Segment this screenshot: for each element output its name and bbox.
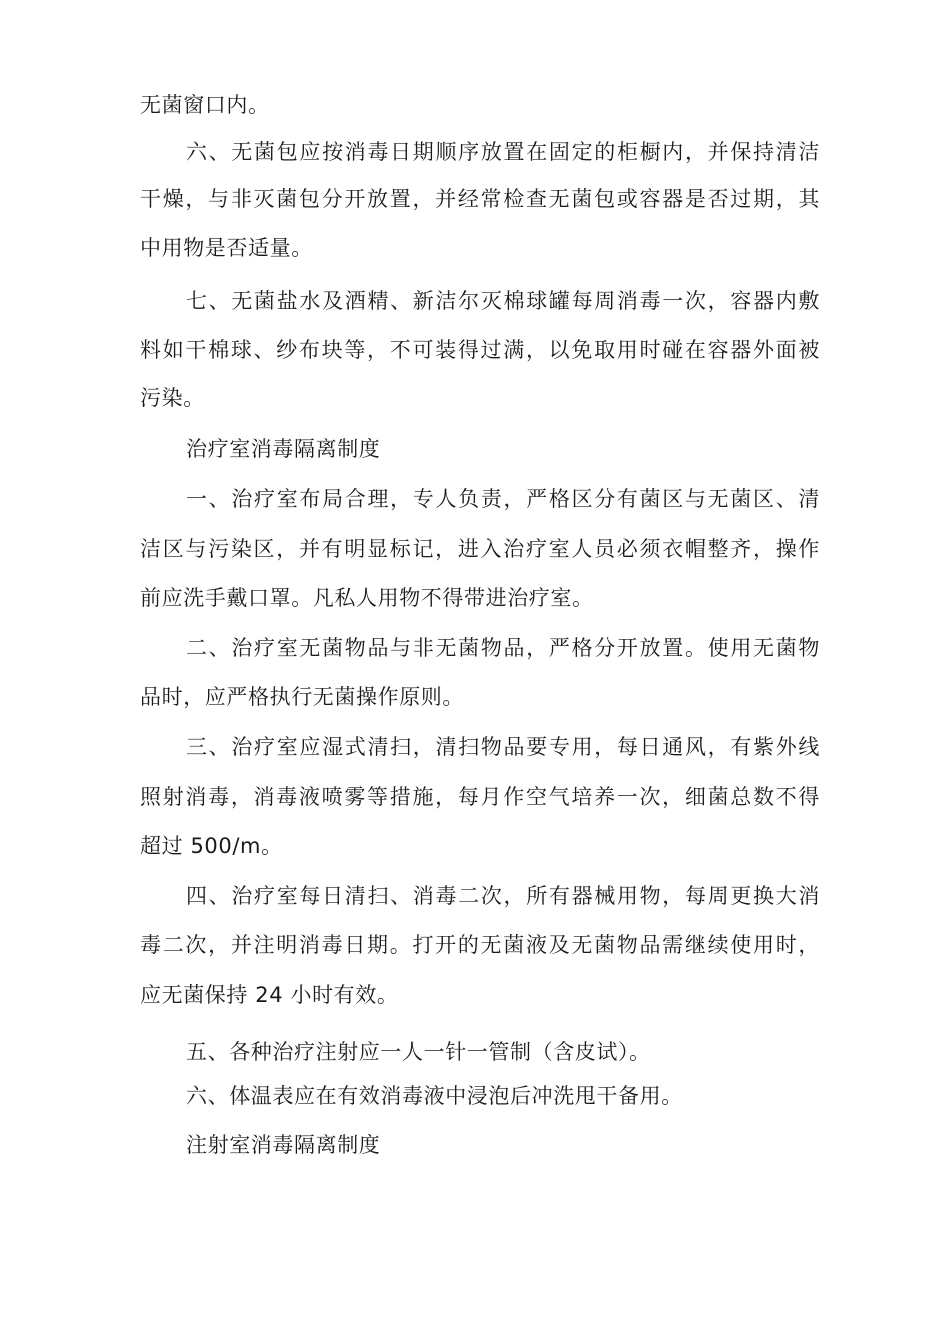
text-line: 四、治疗室每日清扫、消毒二次，所有器械用物，每周更换大消 <box>186 884 820 908</box>
text-line: 二、治疗室无菌物品与非无菌物品，严格分开放置。使用无菌物 <box>186 636 820 660</box>
text-line: 应无菌保持 24 小时有效。 <box>140 983 399 1007</box>
text-line: 干燥，与非灭菌包分开放置，并经常检查无菌包或容器是否过期，其 <box>140 187 820 211</box>
text-line: 五、各种治疗注射应一人一针一管制（含皮试）。 <box>186 1040 651 1064</box>
text-line: 六、体温表应在有效消毒液中浸泡后冲洗甩干备用。 <box>186 1084 683 1108</box>
text-line: 一、治疗室布局合理，专人负责，严格区分有菌区与无菌区、清 <box>186 487 820 511</box>
text-line: 超过 500/m。 <box>140 834 283 858</box>
text-line: 污染。 <box>140 386 205 410</box>
text-line: 六、无菌包应按消毒日期顺序放置在固定的柜橱内，并保持清洁 <box>186 140 820 164</box>
section-heading: 注射室消毒隔离制度 <box>186 1133 381 1157</box>
text-line: 无菌窗口内。 <box>140 93 270 117</box>
text-line: 品时，应严格执行无菌操作原则。 <box>140 685 464 709</box>
text-line: 毒二次，并注明消毒日期。打开的无菌液及无菌物品需继续使用时， <box>140 933 820 957</box>
section-heading: 治疗室消毒隔离制度 <box>186 437 381 461</box>
text-line: 中用物是否适量。 <box>140 236 313 260</box>
text-line: 三、治疗室应湿式清扫，清扫物品要专用，每日通风，有紫外线 <box>186 735 820 759</box>
text-line: 前应洗手戴口罩。凡私人用物不得带进治疗室。 <box>140 586 594 610</box>
text-line: 七、无菌盐水及酒精、新洁尔灭棉球罐每周消毒一次，容器内敷 <box>186 289 820 313</box>
text-line: 照射消毒，消毒液喷雾等措施，每月作空气培养一次，细菌总数不得 <box>140 785 820 809</box>
text-line: 料如干棉球、纱布块等，不可装得过满，以免取用时碰在容器外面被 <box>140 338 820 362</box>
text-line: 洁区与污染区，并有明显标记，进入治疗室人员必须衣帽整齐，操作 <box>140 537 820 561</box>
